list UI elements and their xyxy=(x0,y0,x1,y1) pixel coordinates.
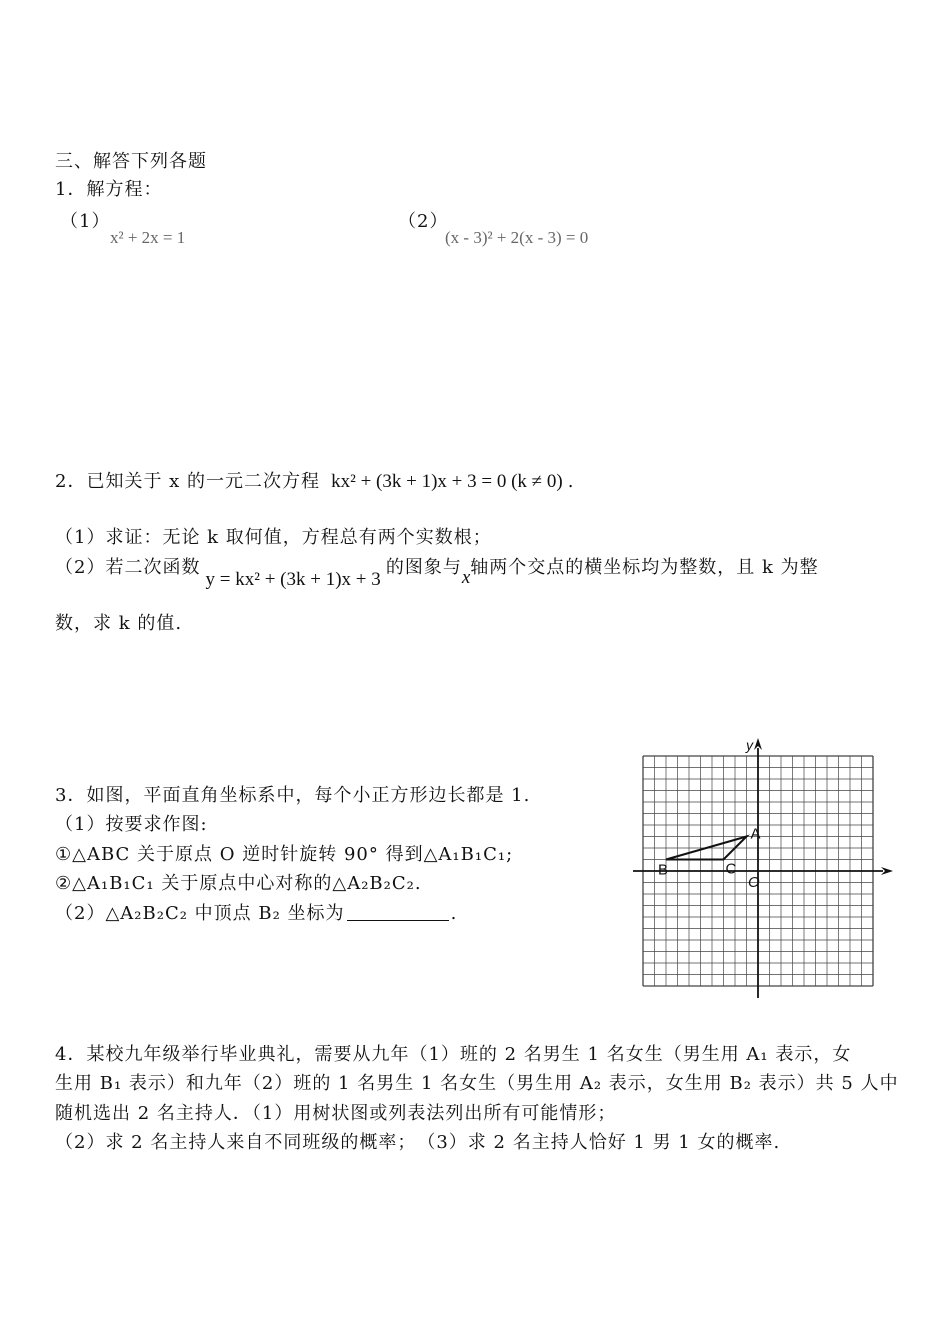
q2-part2-text-a: （2）若二次函数 xyxy=(55,557,201,578)
section-title: 三、解答下列各题 xyxy=(55,151,207,172)
q1-part2-equation xyxy=(445,226,588,250)
q1-part2-label: （2） xyxy=(398,211,449,232)
q1-part1-eq-text: x² + 2x = 1 xyxy=(110,228,186,247)
y-axis-label: y xyxy=(746,737,753,753)
q4-line4: （2）求 2 名主持人来自不同班级的概率； （3）求 2 名主持人恰好 1 男 1 女的概率. xyxy=(55,1132,781,1153)
point-b-label: B xyxy=(658,861,669,879)
q3-line5-text: （2）△A₂B₂C₂ 中顶点 B₂ 坐标为 xyxy=(55,903,345,924)
q3-line5 xyxy=(55,902,457,926)
coordinate-grid-figure xyxy=(625,728,900,1003)
q4-line2: 生用 B₁ 表示）和九年（2）班的 1 名男生 1 名女生（男生用 A₂ 表示，女生用 B₂ 表示）共 5 人中 xyxy=(55,1073,899,1094)
q2-function: y = kx² + (3k + 1)x + 3 xyxy=(205,569,381,590)
q3-line2: （1）按要求作图: xyxy=(55,814,208,835)
q3-line4: ②△A₁B₁C₁ 关于原点中心对称的△A₂B₂C₂. xyxy=(55,873,422,894)
point-a-label: A xyxy=(750,825,761,843)
q2-part2-text-c: 轴两个交点的横坐标均为整数，且 k 为整 xyxy=(470,557,819,578)
q1-part2-eq-text: (x - 3)² + 2(x - 3) = 0 xyxy=(445,228,589,247)
q2-part2-line xyxy=(55,556,819,590)
q1-part1-label: （1） xyxy=(60,211,111,232)
answer-blank[interactable] xyxy=(347,904,449,921)
q2-x-var-text: x xyxy=(461,567,471,588)
q4-line3: 随机选出 2 名主持人．（1）用树状图或列表法列出所有可能情形； xyxy=(55,1103,617,1124)
q3-line5-period: . xyxy=(450,903,458,924)
q1-title: 1．解方程： xyxy=(55,179,163,200)
q3-line1: 3．如图，平面直角坐标系中，每个小正方形边长都是 1. xyxy=(55,785,531,806)
q2-part1: （1）求证：无论 k 取何值，方程总有两个实数根； xyxy=(55,527,492,548)
q2-line1 xyxy=(55,470,575,494)
origin-label: O xyxy=(748,874,760,891)
q2-x-var xyxy=(462,567,470,588)
point-c-label: C xyxy=(725,860,737,878)
q1-part1-equation xyxy=(110,226,185,250)
q2-equation: kx² + (3k + 1)x + 3 = 0 (k ≠ 0) xyxy=(331,471,563,492)
q3-line3: ①△ABC 关于原点 O 逆时针旋转 90° 得到△A₁B₁C₁; xyxy=(55,844,514,865)
q2-line1-period: . xyxy=(567,471,575,492)
q2-line1-text: 2．已知关于 x 的一元二次方程 xyxy=(55,471,321,492)
q2-part2-text-b: 的图象与 xyxy=(385,557,462,578)
q4-line1: 4．某校九年级举行毕业典礼，需要从九年（1）班的 2 名男生 1 名女生（男生用 A₁ 表示，女 xyxy=(55,1044,852,1065)
q2-part2-continued: 数，求 k 的值. xyxy=(55,613,183,634)
